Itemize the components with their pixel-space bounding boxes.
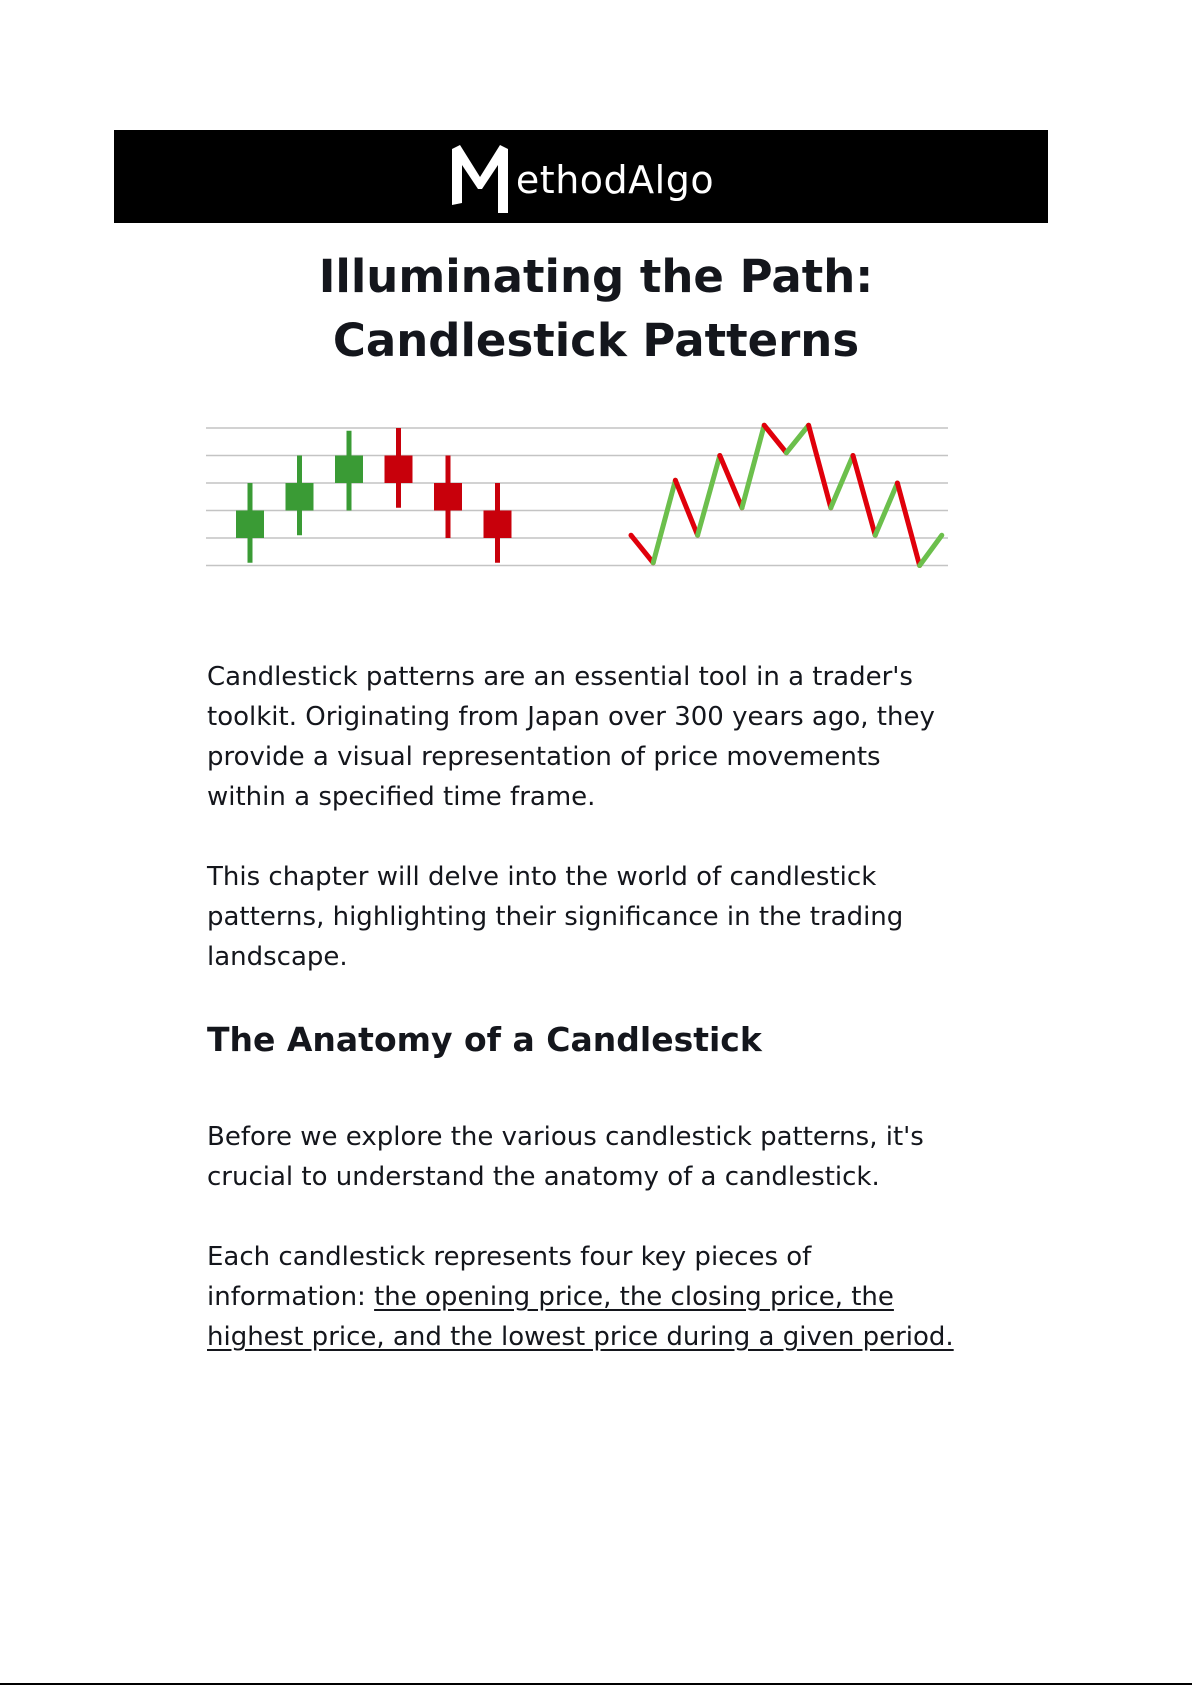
chapter-paragraph: This chapter will delve into the world of candlestick patterns, highlighting their significance in the trading landscape. bbox=[207, 862, 904, 972]
zigzag-segment bbox=[853, 456, 875, 536]
candle-body bbox=[484, 511, 512, 539]
anatomy-paragraph: Before we explore the various candlestick patterns, it's crucial to understand the anatomy of a candlestick. bbox=[207, 1122, 924, 1192]
candle-body bbox=[385, 456, 413, 484]
zigzag-segment bbox=[653, 480, 675, 563]
logo-m-icon bbox=[448, 141, 512, 213]
zigzag-segment bbox=[742, 425, 764, 508]
four-pieces-underlined: the opening price, the closing price, the highest price, and the lowest price during a given period. bbox=[207, 1282, 954, 1352]
zigzag-segment bbox=[631, 535, 653, 563]
intro-paragraph: Candlestick patterns are an essential tool in a trader's toolkit. Originating from Japan over 300 years ago, they provide a visual representation of price movements within a specified time frame. bbox=[207, 662, 935, 812]
zigzag-segment bbox=[786, 425, 808, 453]
candle-body bbox=[286, 483, 314, 511]
zigzag-segment bbox=[698, 456, 720, 536]
candlestick-illustration-svg bbox=[206, 420, 948, 580]
candle-body bbox=[434, 483, 462, 511]
title-line-1: Illuminating the Path: bbox=[318, 250, 874, 303]
zigzag-segment bbox=[875, 483, 897, 535]
header-banner bbox=[114, 130, 1048, 223]
brand-logo bbox=[448, 141, 714, 213]
candlestick-illustration bbox=[206, 420, 948, 580]
four-pieces-lead: Each candlestick represents four key pieces of information: bbox=[207, 1242, 812, 1312]
page-title bbox=[0, 245, 1192, 373]
zigzag-segment bbox=[764, 425, 786, 453]
candle-body bbox=[236, 511, 264, 539]
zigzag-segment bbox=[720, 456, 742, 508]
four-pieces-paragraph bbox=[207, 1237, 967, 1357]
candle-body bbox=[335, 456, 363, 484]
section-heading: The Anatomy of a Candlestick bbox=[207, 1020, 762, 1059]
brand-name: ethodAlgo bbox=[515, 157, 715, 202]
zigzag-segment bbox=[920, 535, 942, 565]
zigzag-segment bbox=[831, 456, 853, 508]
zigzag-segment bbox=[897, 483, 919, 566]
zigzag-segment bbox=[809, 425, 831, 508]
zigzag-segment bbox=[675, 480, 697, 535]
title-line-2: Candlestick Patterns bbox=[332, 314, 860, 367]
